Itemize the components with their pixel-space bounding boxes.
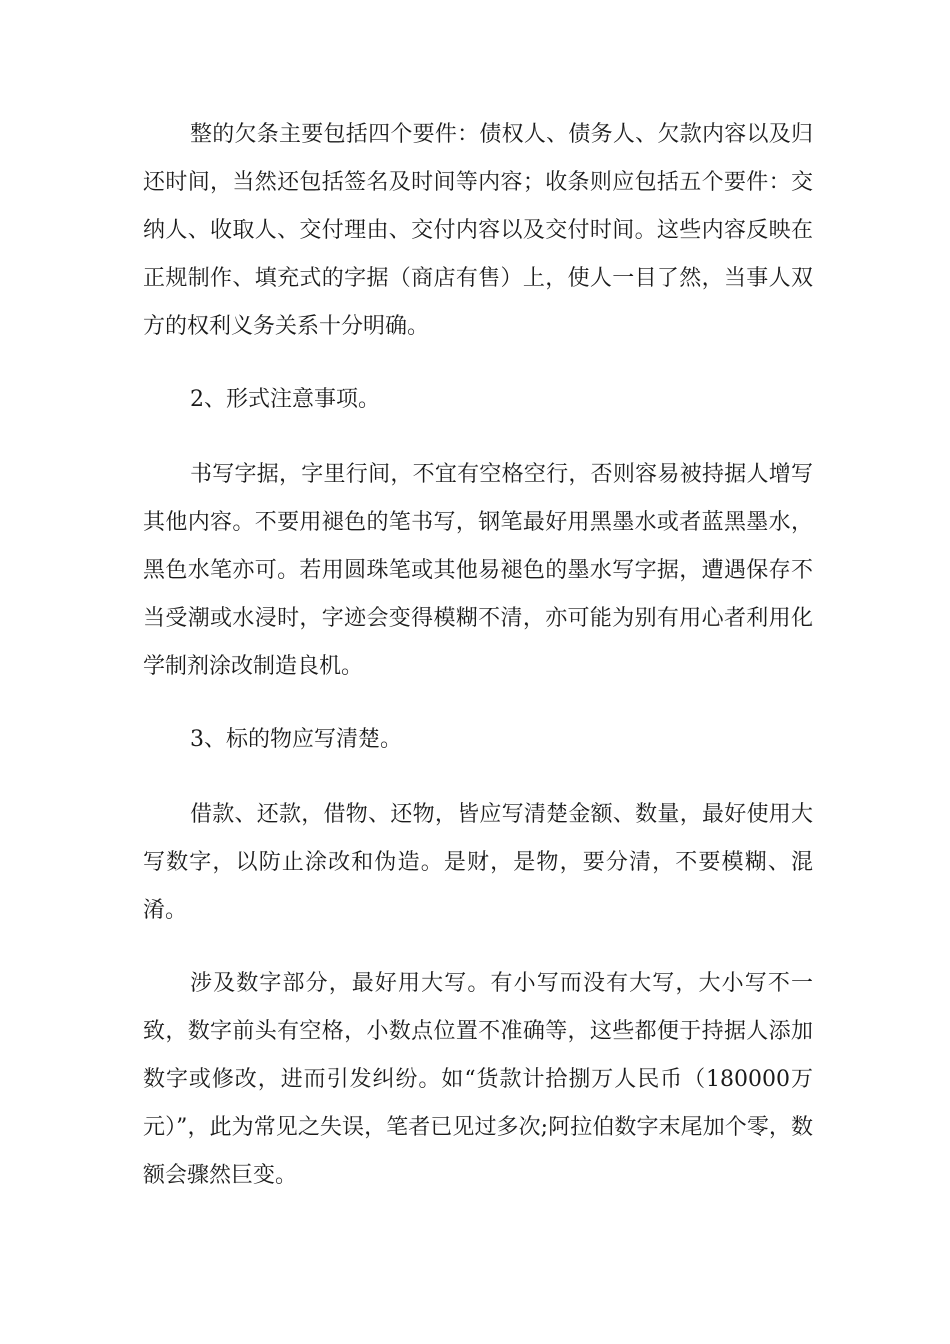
section-heading-format: 2、形式注意事项。 [190,387,380,412]
paragraph-amounts: 借款、还款，借物、还物，皆应写清楚金额、数量，最好使用大写数字，以防止涂改和伪造。是财，是物，要分清，不要模糊、混淆。 [143,802,813,923]
paragraph-writing-instructions: 书写字据，字里行间，不宜有空格空行，否则容易被持据人增写其他内容。不要用褪色的笔书写，钢笔最好用黑墨水或者蓝黑墨水，黑色水笔亦可。若用圆珠笔或其他易褪色的墨水写字据，遭遇保存不当受潮或水浸时，字迹会变得模糊不清，亦可能为别有用心者利用化学制剂涂改制造良机。 [143,462,813,679]
document-body [143,111,813,1225]
paragraph-numerals: 涉及数字部分，最好用大写。有小写而没有大写，大小写不一致，数字前头有空格，小数点位置不准确等，这些都便于持据人添加数字或修改，进而引发纠纷。如“货款计拾捌万人民币（180000万元）”，此为常见之失误，笔者已见过多次;阿拉伯数字末尾加个零，数额会骤然巨变。 [143,971,813,1188]
section-heading-subject-matter: 3、标的物应写清楚。 [190,727,402,752]
paragraph-iou-elements: 整的欠条主要包括四个要件：债权人、债务人、欠款内容以及归还时间，当然还包括签名及时间等内容；收条则应包括五个要件：交纳人、收取人、交付理由、交付内容以及交付时间。这些内容反映在正规制作、填充式的字据（商店有售）上，使人一目了然，当事人双方的权利义务关系十分明确。 [143,122,813,339]
